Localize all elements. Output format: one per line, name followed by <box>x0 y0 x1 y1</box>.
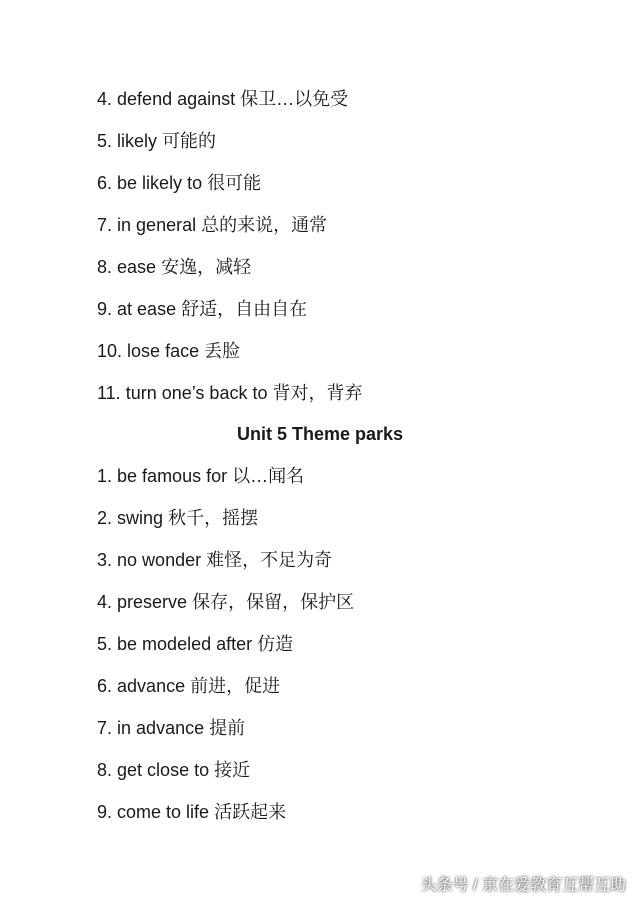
vocab-english: in general <box>117 215 197 235</box>
vocab-chinese: 活跃起来 <box>214 802 287 822</box>
vocab-english: be modeled after <box>117 634 253 654</box>
vocab-english: be famous for <box>117 466 228 486</box>
vocab-number: 4. <box>97 89 113 109</box>
vocab-english: likely <box>117 131 158 151</box>
vocab-item <box>97 215 362 257</box>
vocab-item <box>97 802 354 844</box>
vocab-chinese: 安逸，减轻 <box>161 257 252 277</box>
vocab-english: come to life <box>117 802 210 822</box>
vocab-number: 1. <box>97 466 113 486</box>
vocab-english: preserve <box>117 592 188 612</box>
section-title: Unit 5 Theme parks <box>236 424 404 444</box>
vocab-item <box>97 676 354 718</box>
vocab-number: 6. <box>97 676 113 696</box>
vocab-item <box>97 89 362 131</box>
vocab-chinese: 舒适，自由自在 <box>181 299 308 319</box>
vocab-chinese: 秋千，摇摆 <box>168 508 259 528</box>
vocab-item <box>97 173 362 215</box>
vocab-item <box>97 341 362 383</box>
vocab-number: 2. <box>97 508 113 528</box>
vocab-number: 3. <box>97 550 113 570</box>
vocab-number: 7. <box>97 718 113 738</box>
vocab-chinese: 丢脸 <box>204 341 241 361</box>
vocab-number: 5. <box>97 131 113 151</box>
vocab-chinese: 保存，保留，保护区 <box>192 592 355 612</box>
vocab-chinese: 仿造 <box>257 634 294 654</box>
vocab-item <box>97 550 354 592</box>
vocab-number: 4. <box>97 592 113 612</box>
vocab-number: 7. <box>97 215 113 235</box>
vocab-english: at ease <box>117 299 177 319</box>
vocab-list-1 <box>97 89 362 425</box>
vocab-chinese: 背对，背弃 <box>272 383 363 403</box>
vocab-item <box>97 299 362 341</box>
vocab-chinese: 提前 <box>209 718 246 738</box>
vocab-item <box>97 257 362 299</box>
vocab-number: 9. <box>97 299 113 319</box>
vocab-item <box>97 131 362 173</box>
vocab-item <box>97 592 354 634</box>
vocab-number: 8. <box>97 760 113 780</box>
vocab-item <box>97 634 354 676</box>
vocab-item <box>97 718 354 760</box>
vocab-english: advance <box>117 676 186 696</box>
vocab-number: 10. <box>97 341 123 361</box>
vocab-english: in advance <box>117 718 205 738</box>
vocab-chinese: 保卫…以免受 <box>240 89 349 109</box>
vocab-english: no wonder <box>117 550 202 570</box>
vocab-number: 11. <box>97 383 121 403</box>
vocab-number: 5. <box>97 634 113 654</box>
vocab-number: 6. <box>97 173 113 193</box>
vocab-list-2 <box>97 466 354 844</box>
vocab-english: lose face <box>127 341 200 361</box>
vocab-number: 8. <box>97 257 113 277</box>
vocab-item <box>97 508 354 550</box>
vocab-item <box>97 760 354 802</box>
vocab-number: 9. <box>97 802 113 822</box>
vocab-chinese: 前进，促进 <box>190 676 281 696</box>
vocab-chinese: 可能的 <box>162 131 217 151</box>
vocab-english: get close to <box>117 760 210 780</box>
vocab-english: defend against <box>117 89 236 109</box>
vocab-item <box>97 466 354 508</box>
vocab-english: ease <box>117 257 157 277</box>
watermark: 头条号 / 京在爱教育互帮互助 <box>420 877 626 894</box>
vocab-chinese: 以…闻名 <box>232 466 305 486</box>
vocab-english: swing <box>117 508 164 528</box>
vocab-chinese: 总的来说，通常 <box>201 215 328 235</box>
vocab-english: be likely to <box>117 173 203 193</box>
vocab-chinese: 难怪，不足为奇 <box>206 550 333 570</box>
vocab-chinese: 很可能 <box>207 173 262 193</box>
vocab-chinese: 接近 <box>214 760 251 780</box>
vocab-english: turn one’s back to <box>125 383 268 403</box>
vocab-item <box>97 383 362 425</box>
